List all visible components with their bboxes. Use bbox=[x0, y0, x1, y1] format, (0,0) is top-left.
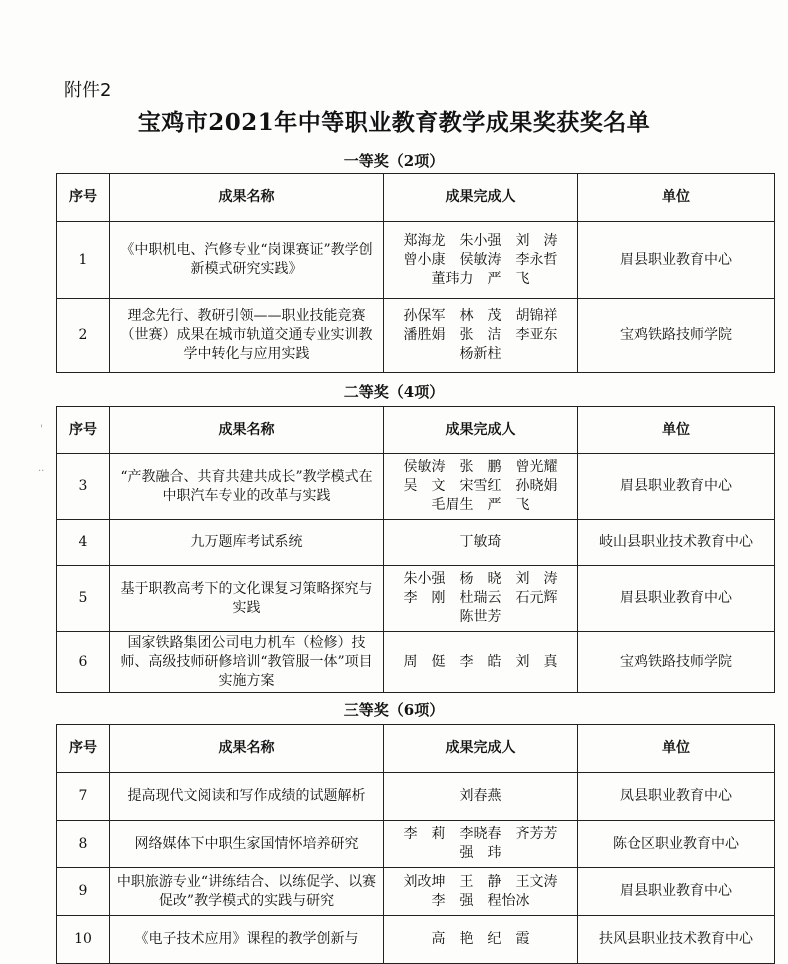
table-row bbox=[57, 454, 775, 520]
col-header-name: 成果名称 bbox=[110, 725, 384, 773]
cell-no: 10 bbox=[57, 916, 110, 964]
cell-name: 《电子技术应用》课程的教学创新与 bbox=[110, 916, 384, 964]
second-prize-table bbox=[56, 406, 775, 693]
cell-name: 九万题库考试系统 bbox=[110, 520, 384, 566]
scan-speck: ' bbox=[40, 424, 43, 435]
col-header-unit: 单位 bbox=[578, 174, 775, 222]
first-prize-table bbox=[56, 173, 775, 373]
col-header-no: 序号 bbox=[57, 725, 110, 773]
table-header-row bbox=[57, 407, 775, 454]
cell-unit: 凤县职业教育中心 bbox=[578, 773, 775, 821]
cell-team: 周 侹 李 皓 刘 真 bbox=[384, 632, 578, 693]
table-header-row bbox=[57, 174, 775, 222]
cell-unit: 眉县职业教育中心 bbox=[578, 566, 775, 632]
cell-no: 3 bbox=[57, 454, 110, 520]
col-header-name: 成果名称 bbox=[110, 407, 384, 454]
cell-name: 提高现代文阅读和写作成绩的试题解析 bbox=[110, 773, 384, 821]
cell-team: 高 艳 纪 霞 bbox=[384, 916, 578, 964]
col-header-team: 成果完成人 bbox=[384, 407, 578, 454]
table-row bbox=[57, 821, 775, 868]
cell-unit: 陈仓区职业教育中心 bbox=[578, 821, 775, 868]
section-heading-first-prize: 一等奖（2项） bbox=[343, 152, 445, 170]
cell-team: 刘春燕 bbox=[384, 773, 578, 821]
table-row bbox=[57, 222, 775, 299]
cell-name: 理念先行、教研引领——职业技能竞赛（世赛）成果在城市轨道交通专业实训教学中转化与应用实践 bbox=[110, 299, 384, 373]
col-header-no: 序号 bbox=[57, 407, 110, 454]
col-header-no: 序号 bbox=[57, 174, 110, 222]
cell-name: 基于职教高考下的文化课复习策略探究与实践 bbox=[110, 566, 384, 632]
section-heading-third-prize: 三等奖（6项） bbox=[343, 701, 445, 719]
table-header-row bbox=[57, 725, 775, 773]
col-header-name: 成果名称 bbox=[110, 174, 384, 222]
col-header-unit: 单位 bbox=[578, 407, 775, 454]
attachment-label: 附件2 bbox=[64, 80, 112, 101]
cell-no: 8 bbox=[57, 821, 110, 868]
cell-no: 9 bbox=[57, 868, 110, 916]
cell-team: 朱小强 杨 晓 刘 涛 李 刚 杜瑞云 石元辉 陈世芳 bbox=[384, 566, 578, 632]
cell-team: 丁敏琦 bbox=[384, 520, 578, 566]
cell-team: 孙保军 林 茂 胡锦祥 潘胜娟 张 洁 李亚东 杨新柱 bbox=[384, 299, 578, 373]
cell-unit: 岐山县职业技术教育中心 bbox=[578, 520, 775, 566]
table-row bbox=[57, 773, 775, 821]
cell-unit: 宝鸡铁路技师学院 bbox=[578, 299, 775, 373]
cell-no: 1 bbox=[57, 222, 110, 299]
cell-unit: 扶风县职业技术教育中心 bbox=[578, 916, 775, 964]
cell-team: 刘改坤 王 静 王文涛 李 强 程怡冰 bbox=[384, 868, 578, 916]
third-prize-table bbox=[56, 724, 775, 964]
table-row bbox=[57, 868, 775, 916]
section-heading-second-prize: 二等奖（4项） bbox=[343, 383, 445, 401]
cell-unit: 眉县职业教育中心 bbox=[578, 868, 775, 916]
table-row bbox=[57, 566, 775, 632]
col-header-team: 成果完成人 bbox=[384, 725, 578, 773]
scan-speck: ·· bbox=[38, 466, 45, 477]
cell-name: 《中职机电、汽修专业“岗课赛证”教学创新模式研究实践》 bbox=[110, 222, 384, 299]
cell-team: 李 莉 李晓春 齐芳芳 强 玮 bbox=[384, 821, 578, 868]
cell-name: 中职旅游专业“讲练结合、以练促学、以赛促改”教学模式的实践与研究 bbox=[110, 868, 384, 916]
table-row bbox=[57, 632, 775, 693]
col-header-team: 成果完成人 bbox=[384, 174, 578, 222]
table-row bbox=[57, 916, 775, 964]
cell-no: 7 bbox=[57, 773, 110, 821]
cell-name: “产教融合、共育共建共成长”教学模式在中职汽车专业的改革与实践 bbox=[110, 454, 384, 520]
cell-team: 侯敏涛 张 鹏 曾光耀 吴 文 宋雪红 孙晓娟 毛眉生 严 飞 bbox=[384, 454, 578, 520]
col-header-unit: 单位 bbox=[578, 725, 775, 773]
cell-name: 网络媒体下中职生家国情怀培养研究 bbox=[110, 821, 384, 868]
cell-no: 4 bbox=[57, 520, 110, 566]
cell-no: 6 bbox=[57, 632, 110, 693]
cell-team: 郑海龙 朱小强 刘 涛 曾小康 侯敏涛 李永哲 董玮力 严 飞 bbox=[384, 222, 578, 299]
table-row bbox=[57, 520, 775, 566]
table-row bbox=[57, 299, 775, 373]
cell-name: 国家铁路集团公司电力机车（检修）技师、高级技师研修培训“教管服一体”项目实施方案 bbox=[110, 632, 384, 693]
cell-no: 5 bbox=[57, 566, 110, 632]
cell-no: 2 bbox=[57, 299, 110, 373]
cell-unit: 眉县职业教育中心 bbox=[578, 454, 775, 520]
cell-unit: 眉县职业教育中心 bbox=[578, 222, 775, 299]
document-title: 宝鸡市2021年中等职业教育教学成果奖获奖名单 bbox=[137, 109, 651, 136]
cell-unit: 宝鸡铁路技师学院 bbox=[578, 632, 775, 693]
